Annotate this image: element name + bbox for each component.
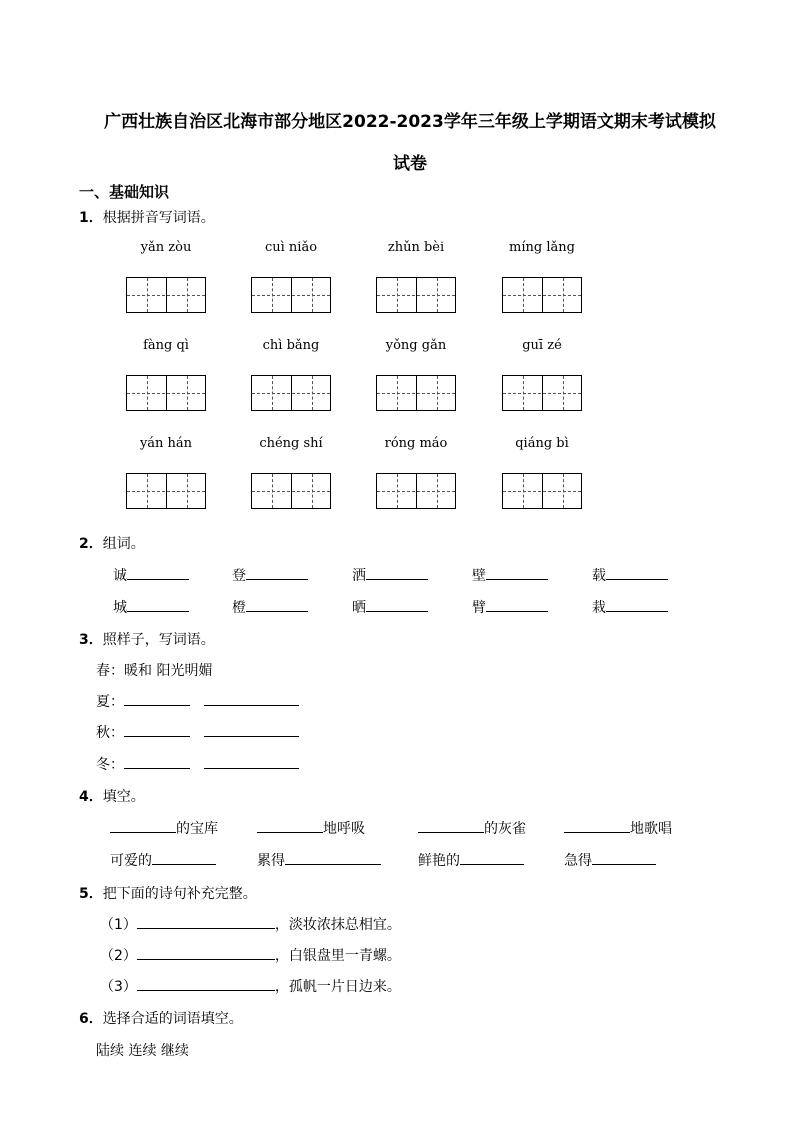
- question-5: [79, 883, 257, 903]
- answer-blank[interactable]: [127, 565, 189, 580]
- fill-item: 鲜艳的: [418, 850, 524, 870]
- fill-line: 冬：: [96, 754, 299, 774]
- question-3: [79, 629, 215, 649]
- word-item: 臂: [472, 597, 548, 617]
- answer-blank[interactable]: [137, 914, 275, 929]
- fill-line: 秋：: [96, 722, 299, 742]
- answer-blank[interactable]: [124, 691, 190, 706]
- paper-title-line2: 试卷: [393, 154, 427, 174]
- writing-grid[interactable]: [502, 375, 582, 411]
- writing-grid[interactable]: [251, 277, 331, 313]
- writing-grid[interactable]: [502, 473, 582, 509]
- answer-blank[interactable]: [366, 597, 428, 612]
- pinyin-label: yán hán: [139, 436, 193, 451]
- pinyin-label: yǒng gǎn: [385, 338, 447, 353]
- question-number: 1．: [79, 210, 103, 226]
- writing-grid[interactable]: [502, 277, 582, 313]
- writing-grid[interactable]: [376, 473, 456, 509]
- question-text: 把下面的诗句补充完整。: [102, 886, 257, 902]
- writing-grid[interactable]: [126, 375, 206, 411]
- word-item: 晒: [352, 597, 428, 617]
- word-item: 壁: [472, 565, 548, 585]
- answer-blank[interactable]: [486, 597, 548, 612]
- answer-blank[interactable]: [137, 945, 275, 960]
- fill-item: 急得: [564, 850, 656, 870]
- writing-grid[interactable]: [376, 277, 456, 313]
- paper-title-line1: 广西壮族自治区北海市部分地区2022-2023学年三年级上学期语文期末考试模拟: [104, 112, 716, 132]
- question-text: 根据拼音写词语。: [102, 210, 215, 226]
- answer-blank[interactable]: [204, 754, 299, 769]
- poem-line: （1） ，淡妆浓抹总相宜。: [100, 914, 401, 934]
- pinyin-label: míng lǎng: [509, 240, 575, 255]
- question-4: [79, 786, 145, 806]
- writing-grid[interactable]: [126, 473, 206, 509]
- question-number: 3．: [79, 632, 103, 648]
- fill-item: 的宝库: [110, 818, 218, 838]
- answer-blank[interactable]: [564, 818, 630, 833]
- question-number: 4．: [79, 789, 103, 805]
- pinyin-label: chéng shí: [259, 436, 323, 451]
- pinyin-label: guī zé: [522, 338, 562, 353]
- answer-blank[interactable]: [257, 818, 323, 833]
- question-text: 组词。: [102, 536, 145, 552]
- answer-blank[interactable]: [124, 722, 190, 737]
- question-number: 6．: [79, 1011, 103, 1027]
- answer-blank[interactable]: [366, 565, 428, 580]
- fill-item: 地歌唱: [564, 818, 672, 838]
- answer-blank[interactable]: [606, 565, 668, 580]
- pinyin-label: zhǔn bèi: [387, 240, 445, 255]
- answer-blank[interactable]: [204, 691, 299, 706]
- poem-line: （3） ，孤帆一片日边来。: [100, 976, 401, 996]
- fill-item: 累得: [257, 850, 381, 870]
- question-text: 选择合适的词语填空。: [102, 1011, 243, 1027]
- answer-blank[interactable]: [606, 597, 668, 612]
- question-1: [79, 207, 215, 227]
- writing-grid[interactable]: [126, 277, 206, 313]
- poem-line: （2） ，白银盘里一青螺。: [100, 945, 401, 965]
- answer-blank[interactable]: [110, 818, 176, 833]
- pinyin-label: róng máo: [384, 436, 448, 451]
- fill-item: 可爱的: [110, 850, 216, 870]
- pinyin-label: chì bǎng: [262, 338, 320, 353]
- word-item: 栽: [592, 597, 668, 617]
- writing-grid[interactable]: [251, 375, 331, 411]
- pinyin-label: fàng qì: [143, 338, 189, 353]
- writing-grid[interactable]: [251, 473, 331, 509]
- question-text: 照样子，写词语。: [102, 632, 215, 648]
- writing-grid[interactable]: [376, 375, 456, 411]
- fill-line: 夏：: [96, 691, 299, 711]
- pinyin-label: cuì niǎo: [264, 240, 318, 255]
- answer-blank[interactable]: [460, 850, 524, 865]
- example-line: 春：暖和 阳光明媚: [96, 663, 213, 679]
- word-item: 洒: [352, 565, 428, 585]
- pinyin-label: qiáng bì: [515, 436, 569, 451]
- question-number: 2．: [79, 536, 103, 552]
- answer-blank[interactable]: [137, 976, 275, 991]
- word-item: 诚: [113, 565, 189, 585]
- question-text: 填空。: [102, 789, 145, 805]
- section-heading: 一、基础知识: [79, 183, 170, 201]
- answer-blank[interactable]: [486, 565, 548, 580]
- question-2: [79, 533, 145, 553]
- word-item: 载: [592, 565, 668, 585]
- answer-blank[interactable]: [204, 722, 299, 737]
- answer-blank[interactable]: [152, 850, 216, 865]
- answer-blank[interactable]: [124, 754, 190, 769]
- word-item: 城: [113, 597, 189, 617]
- word-item: 登: [232, 565, 308, 585]
- answer-blank[interactable]: [127, 597, 189, 612]
- answer-blank[interactable]: [285, 850, 381, 865]
- fill-item: 的灰雀: [418, 818, 526, 838]
- pinyin-label: yǎn zòu: [140, 240, 192, 255]
- word-item: 橙: [232, 597, 308, 617]
- answer-blank[interactable]: [592, 850, 656, 865]
- word-options: 陆续 连续 继续: [96, 1043, 189, 1059]
- answer-blank[interactable]: [246, 565, 308, 580]
- question-number: 5．: [79, 886, 103, 902]
- answer-blank[interactable]: [418, 818, 484, 833]
- question-6: [79, 1008, 243, 1028]
- answer-blank[interactable]: [246, 597, 308, 612]
- fill-item: 地呼吸: [257, 818, 365, 838]
